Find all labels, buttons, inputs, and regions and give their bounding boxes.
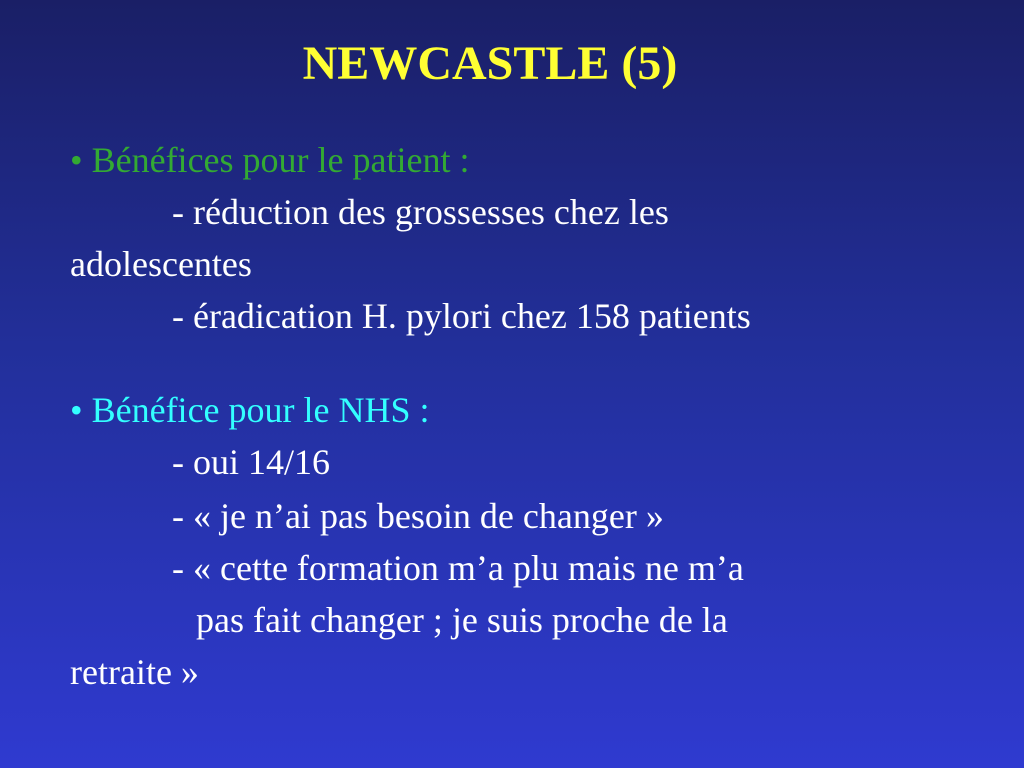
section1-heading: • Bénéfices pour le patient : (70, 140, 470, 180)
section2-item3-line2: pas fait changer ; je suis proche de la (196, 600, 728, 640)
section2-item1: - oui 14/16 (172, 442, 330, 482)
section2-item2: - « je n’ai pas besoin de changer » (172, 496, 664, 536)
section1-item1-line1: - réduction des grossesses chez les (172, 192, 669, 232)
section2-item3-line3: retraite » (70, 652, 199, 692)
section1-item2: - éradication H. pylori chez 158 patients (172, 296, 751, 336)
section1-item1-line2: adolescentes (70, 244, 252, 284)
section2-heading: • Bénéfice pour le NHS : (70, 390, 430, 430)
section2-item3-line1: - « cette formation m’a plu mais ne m’a (172, 548, 744, 588)
slide-title: NEWCASTLE (5) (302, 37, 678, 90)
